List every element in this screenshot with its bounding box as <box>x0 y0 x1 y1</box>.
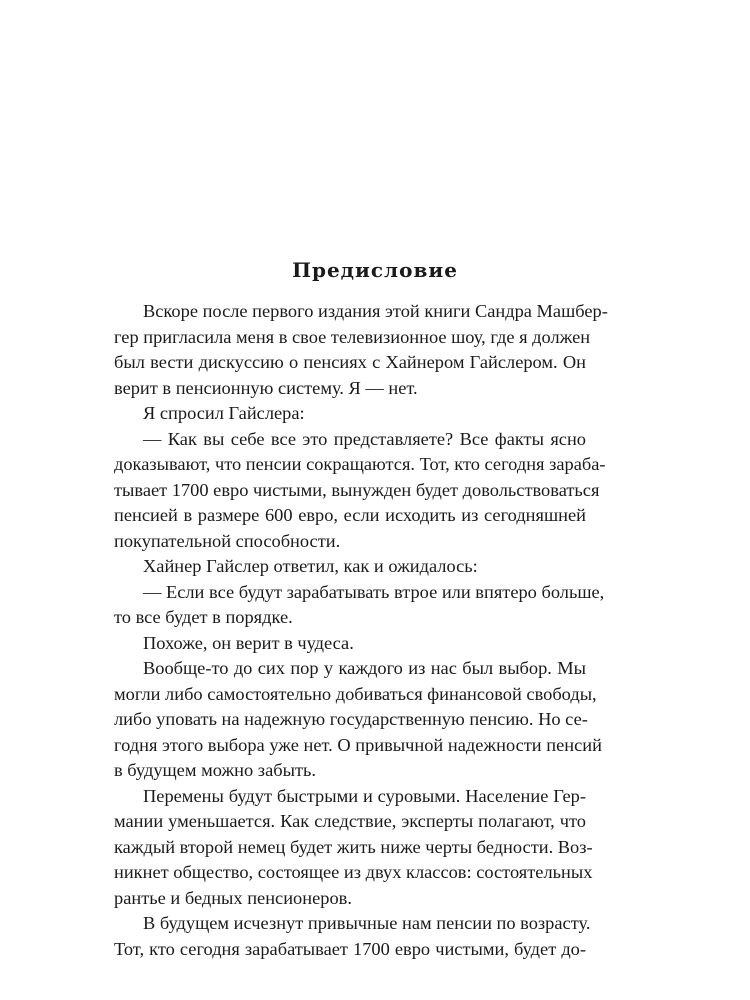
text-line: Хайнер Гайслер ответил, как и ожидалось: <box>143 556 478 576</box>
text-line: верит в пенсионную систему. Я — нет. <box>114 377 418 398</box>
body-text <box>114 299 608 962</box>
text-line: Вообще-то до сих пор у каждого из нас был выбор. Мы <box>143 658 586 678</box>
text-line: — Если все будут зарабатывать втрое или впятеро больше, <box>143 581 605 602</box>
text-line: никнет общество, состоящее из двух классов: состоятельных <box>114 862 593 882</box>
text-line: гер пригласила меня в свое телевизионное шоу, где я должен <box>114 326 591 347</box>
text-line: тывает 1700 евро чистыми, вынужден будет довольствоваться <box>114 479 600 500</box>
text-line: годня этого выбора уже нет. О привычной надежности пенсий <box>114 734 602 755</box>
text-line: каждый второй немец будет жить ниже черты бедности. Воз- <box>114 836 593 857</box>
text-line: либо уповать на надежную государственную пенсию. Но се- <box>114 709 588 729</box>
text-line: доказывают, что пенсии сокращаются. Тот, кто сегодня зараба- <box>114 454 606 474</box>
text-line: Вскоре после первого издания этой книги Сандра Машбер- <box>143 301 608 321</box>
text-line: Похоже, он верит в чудеса. <box>143 632 354 653</box>
text-line: мании уменьшается. Как следствие, эксперты полагают, что <box>114 811 586 831</box>
text-line: могли либо самостоятельно добиваться финансовой свободы, <box>114 683 597 704</box>
text-line: был вести дискуссию о пенсиях с Хайнером Гайслером. Он <box>114 352 586 372</box>
text-line: Тот, кто сегодня зарабатывает 1700 евро чистыми, будет до- <box>114 938 586 959</box>
text-line: то все будет в порядке. <box>114 607 293 627</box>
text-line: пенсией в размере 600 евро, если исходить из сегодняшней <box>114 505 586 525</box>
text-line: рантье и бедных пенсионеров. <box>114 887 352 908</box>
text-line: — Как вы себе все это представляете? Все факты ясно <box>143 428 586 449</box>
text-line: в будущем можно забыть. <box>114 760 316 780</box>
text-line: Я спросил Гайслера: <box>143 403 305 423</box>
chapter-title: Предисловие <box>292 258 458 282</box>
text-line: покупательной способности. <box>114 530 341 551</box>
text-line: В будущем исчезнут привычные нам пенсии по возрасту. <box>143 913 591 933</box>
text-line: Перемены будут быстрыми и суровыми. Население Гер- <box>143 785 586 806</box>
